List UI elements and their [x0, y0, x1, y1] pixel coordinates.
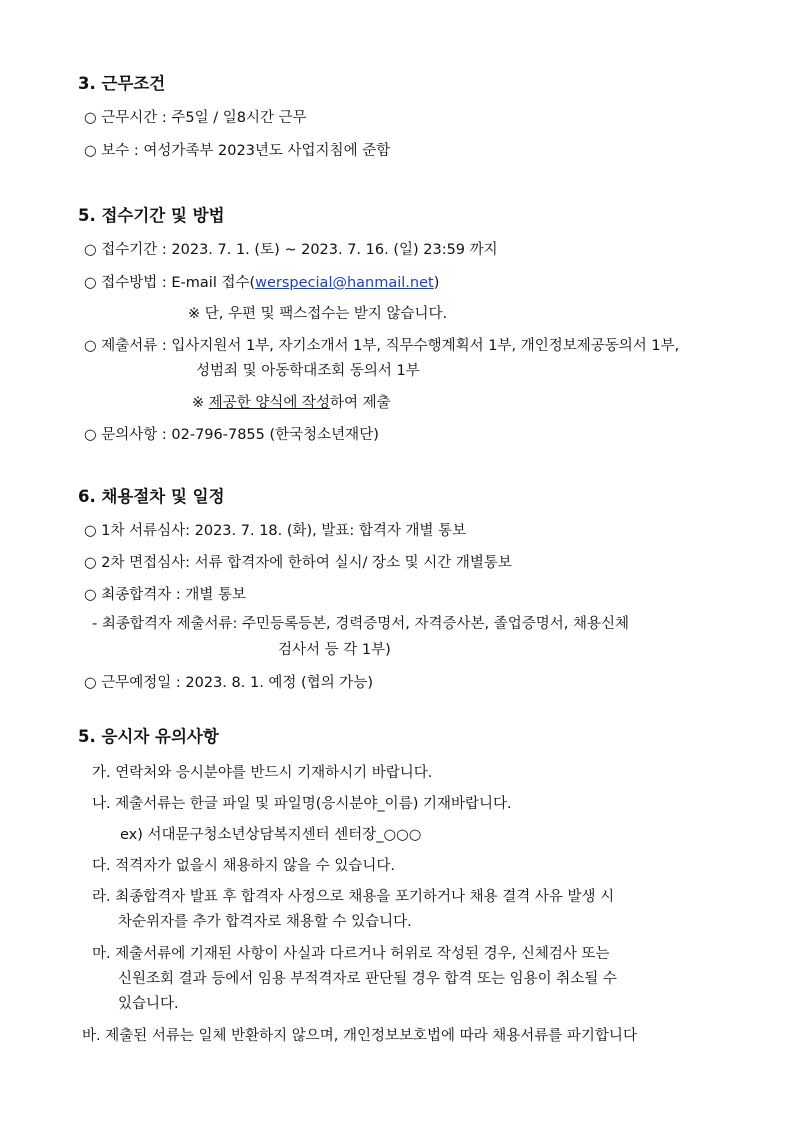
application-method-item — [84, 273, 439, 293]
section-title-hiring-process: 6. 채용절차 및 일정 — [78, 487, 225, 506]
documents-note-underlined: 제공한 양식에 작성 — [208, 395, 331, 411]
section-title-work-conditions: 3. 근무조건 — [78, 74, 166, 93]
salary-item: ○ 보수 : 여성가족부 2023년도 사업지침에 준함 — [84, 143, 391, 159]
step2-item: ○ 2차 면접심사: 서류 합격자에 한하여 실시/ 장소 및 시간 개별통보 — [84, 555, 512, 571]
final-candidate-item: ○ 최종합격자 : 개별 통보 — [84, 587, 247, 603]
step1-item: ○ 1차 서류심사: 2023. 7. 18. (화), 발표: 합격자 개별 통보 — [84, 523, 467, 539]
documents-note — [192, 393, 391, 413]
section-title-application: 5. 접수기간 및 방법 — [78, 206, 225, 225]
application-method-prefix: ○ 접수방법 : E-mail 접수( — [84, 275, 256, 291]
work-hours-item: ○ 근무시간 : 주5일 / 일8시간 근무 — [84, 110, 307, 126]
email-link[interactable]: werspecial@hanmail.net — [255, 275, 434, 291]
note-na: 나. 제출서류는 한글 파일 및 파일명(응시분야_이름) 기재바랍니다. — [92, 796, 512, 812]
application-period-item: ○ 접수기간 : 2023. 7. 1. (토) ~ 2023. 7. 16. (일) 23:59 까지 — [84, 242, 498, 258]
note-example — [120, 825, 421, 845]
documents-item-line2: 성범죄 및 아동학대조회 동의서 1부 — [196, 363, 420, 379]
note-ga: 가. 연락처와 응시분야를 반드시 기재하시기 바랍니다. — [92, 765, 433, 781]
note-da: 다. 적격자가 없을시 채용하지 않을 수 있습니다. — [92, 858, 396, 874]
documents-item-line1: ○ 제출서류 : 입사지원서 1부, 자기소개서 1부, 직무수행계획서 1부, 개인정보제공동의서 1부, — [84, 338, 680, 354]
note-ra-line2: 차순위자를 추가 합격자로 채용할 수 있습니다. — [118, 914, 412, 930]
application-method-suffix: ) — [433, 275, 440, 291]
note-ma-line2: 신원조회 결과 등에서 임용 부적격자로 판단될 경우 합격 또는 임용이 취소될 수 — [118, 971, 617, 987]
application-method-note: ※ 단, 우편 및 팩스접수는 받지 않습니다. — [188, 306, 448, 322]
section-title-applicant-notes: 5. 응시자 유의사항 — [78, 727, 219, 746]
note-example-text: ex) 서대문구청소년상담복지센터 센터장_ — [120, 827, 384, 843]
note-ra-line1: 라. 최종합격자 발표 후 합격자 사정으로 채용을 포기하거나 채용 결격 사유 발생 시 — [92, 889, 615, 905]
start-date-item: ○ 근무예정일 : 2023. 8. 1. 예정 (협의 가능) — [84, 675, 373, 691]
note-ma-line3: 있습니다. — [118, 996, 179, 1012]
documents-note-suffix: 하여 제출 — [330, 395, 391, 411]
note-example-tail: ○○○ — [383, 827, 422, 843]
documents-note-prefix: ※ — [192, 395, 209, 411]
final-documents-line2: 검사서 등 각 1부) — [278, 642, 391, 658]
note-ma-line1: 마. 제출서류에 기재된 사항이 사실과 다르거나 허위로 작성된 경우, 신체검사 또는 — [92, 946, 610, 962]
note-ba: 바. 제출된 서류는 일체 반환하지 않으며, 개인정보보호법에 따라 채용서류를 파기합니다 — [82, 1028, 637, 1044]
final-documents-line1: - 최종합격자 제출서류: 주민등록등본, 경력증명서, 자격증사본, 졸업증명서, 채용신체 — [92, 616, 630, 632]
contact-item: ○ 문의사항 : 02-796-7855 (한국청소년재단) — [84, 427, 379, 443]
